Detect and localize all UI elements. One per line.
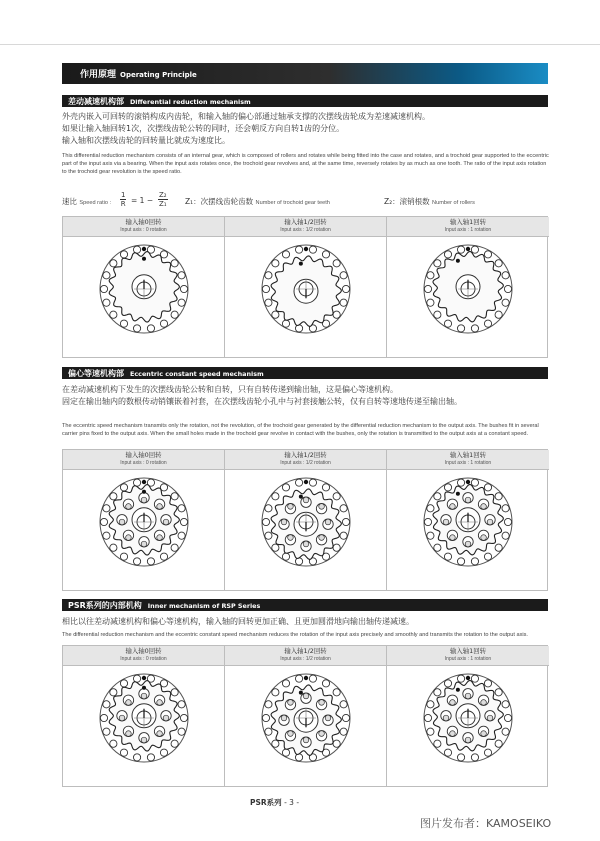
- heading-en: Eccentric constant speed mechanism: [130, 370, 264, 378]
- roller: [444, 749, 451, 756]
- roller: [502, 532, 509, 539]
- speed-ratio-formula: [62, 190, 552, 212]
- roller: [272, 260, 279, 267]
- carrier-pin: [325, 715, 331, 721]
- cell-header: 输入轴0回转 Input axis : 0 rotation: [63, 217, 224, 237]
- roller: [282, 553, 289, 560]
- roller: [495, 311, 502, 318]
- top-rule: [0, 44, 600, 45]
- carrier-pin: [303, 693, 309, 699]
- roller: [282, 680, 289, 687]
- roller: [272, 689, 279, 696]
- diagram-cell: [225, 217, 387, 357]
- diagram-cell: [63, 450, 225, 590]
- roller: [457, 479, 464, 486]
- fraction-z2-over-z1: $\frac{\text{Z₂}}{\text{Z₁}}$: [159, 191, 167, 208]
- fraction-1-over-r: $\frac{1}{R}$: [120, 191, 126, 208]
- heading-cn: PSR系列的内部机构: [68, 601, 142, 610]
- page-footer: [250, 797, 299, 808]
- roller: [100, 285, 107, 292]
- carrier-pin: [157, 700, 163, 706]
- roller: [133, 246, 140, 253]
- roller: [295, 558, 302, 565]
- gear-marker-dot: [299, 691, 303, 695]
- roller: [434, 311, 441, 318]
- formula-eq: = 1 −: [131, 196, 154, 205]
- z2-definition: Z₂：滚销根数 Number of rollers: [384, 197, 475, 206]
- carrier-pin: [163, 715, 169, 721]
- roller: [100, 714, 107, 721]
- paragraph-en: This differential reduction mechanism consists of an internal gear, which is composed of rollers and rotates while being fitted into the case and rotates, and a trochoid gear supported to the eccentric part of the input axis via a bearing. When the input axis rotates once, the trochoid gear revolves and, at the same time, reversely rotates by as much as one tooth. The ratio of the input axis rotation to the trochoid gear revolution is the speed ratio.: [62, 153, 549, 176]
- roller: [103, 299, 110, 306]
- banner-title-en: Operating Principle: [120, 71, 197, 79]
- roller: [110, 493, 117, 500]
- roller: [295, 754, 302, 761]
- roller: [110, 689, 117, 696]
- paragraph-cn-line: 输入轴和次摆线齿轮的回转量比就成为速度比。: [62, 136, 230, 145]
- carrier-pin: [319, 731, 325, 737]
- footer-page-number: - 3 -: [284, 798, 300, 807]
- publisher-watermark: 图片发布者：KAMOSEIKO: [420, 817, 552, 830]
- roller: [160, 553, 167, 560]
- roller: [434, 689, 441, 696]
- roller: [340, 272, 347, 279]
- roller: [110, 544, 117, 551]
- carrier-pin: [481, 504, 487, 510]
- diagram-row-differential: [62, 216, 548, 358]
- roller: [262, 714, 269, 721]
- roller: [265, 505, 272, 512]
- roller: [444, 320, 451, 327]
- diagram-cell: [387, 217, 549, 357]
- roller: [322, 484, 329, 491]
- roller: [103, 701, 110, 708]
- roller-marker-dot: [142, 247, 146, 251]
- carrier-pin: [141, 497, 147, 503]
- differential-gear-diagram: [258, 241, 354, 337]
- cell-header: 输入轴1/2回转 Input axis : 1/2 rotation: [225, 217, 386, 237]
- carrier-pin: [126, 700, 132, 706]
- roller: [180, 518, 187, 525]
- carrier-pin: [126, 535, 132, 541]
- paragraph-en: The differential reduction mechanism and the eccentric constant speed mechanism reduces the rotation of the input axis precisely and smoothly and transmits the rotation to the output axis.: [62, 632, 528, 638]
- carrier-pin: [126, 504, 132, 510]
- differential-gear-diagram: [96, 241, 192, 337]
- roller: [342, 285, 349, 292]
- carrier-pin: [487, 715, 493, 721]
- roller: [495, 493, 502, 500]
- carrier-pin: [481, 535, 487, 541]
- roller: [444, 484, 451, 491]
- carrier-pin: [281, 715, 287, 721]
- roller: [484, 680, 491, 687]
- carrier-pin: [288, 731, 294, 737]
- gear-marker-dot: [299, 495, 303, 499]
- roller: [333, 740, 340, 747]
- roller: [309, 479, 316, 486]
- roller: [133, 675, 140, 682]
- roller: [333, 311, 340, 318]
- roller: [424, 285, 431, 292]
- roller: [272, 740, 279, 747]
- gear-marker-dot: [142, 257, 146, 261]
- cell-header: 输入轴1/2回转 Input axis : 1/2 rotation: [225, 450, 386, 470]
- roller: [171, 493, 178, 500]
- roller: [333, 689, 340, 696]
- eccentric-mechanism-diagram: [258, 474, 354, 570]
- roller: [322, 251, 329, 258]
- roller: [434, 260, 441, 267]
- roller: [120, 484, 127, 491]
- roller: [484, 553, 491, 560]
- roller: [322, 680, 329, 687]
- paragraph-en: The eccentric speed mechanism transmits only the rotation, not the revolution, of the trochoid gear generated by the differential reduction mechanism to the output axis. The bushes fit in several carrier pins fixed to the output axis. When the small holes made in the trochoid gear revolve in contact with the bushes, only the rotation is transmitted to the output axis at a constant speed.: [62, 423, 539, 438]
- section-heading-differential: [62, 95, 548, 107]
- carrier-pin: [303, 737, 309, 743]
- roller: [100, 518, 107, 525]
- eccentric-mechanism-diagram: [96, 474, 192, 570]
- carrier-pin: [163, 519, 169, 525]
- roller: [502, 299, 509, 306]
- roller-marker-dot: [466, 480, 470, 484]
- roller: [171, 689, 178, 696]
- cell-header: 输入轴1回转 Input axis : 1 rotation: [387, 450, 549, 470]
- eccentric-mechanism-diagram: [420, 474, 516, 570]
- roller: [427, 728, 434, 735]
- roller: [333, 260, 340, 267]
- roller: [180, 285, 187, 292]
- carrier-pin: [325, 519, 331, 525]
- roller: [120, 680, 127, 687]
- roller: [484, 251, 491, 258]
- carrier-pin: [465, 737, 471, 743]
- carrier-pin: [119, 519, 125, 525]
- roller: [133, 479, 140, 486]
- roller: [265, 299, 272, 306]
- roller: [502, 272, 509, 279]
- carrier-pin: [319, 504, 325, 510]
- differential-gear-diagram: [420, 241, 516, 337]
- heading-cn: 差动减速机构部: [68, 97, 124, 106]
- roller: [178, 299, 185, 306]
- carrier-pin: [141, 541, 147, 547]
- carrier-pin: [141, 693, 147, 699]
- roller: [295, 675, 302, 682]
- roller: [282, 484, 289, 491]
- roller: [309, 246, 316, 253]
- roller: [424, 518, 431, 525]
- roller-marker-dot: [304, 480, 308, 484]
- gear-marker-dot: [456, 492, 460, 496]
- carrier-pin: [465, 693, 471, 699]
- roller: [484, 320, 491, 327]
- roller: [434, 740, 441, 747]
- carrier-pin: [141, 737, 147, 743]
- cell-header: 输入轴1回转 Input axis : 1 rotation: [387, 646, 549, 666]
- carrier-pin: [450, 504, 456, 510]
- gear-marker-dot: [456, 688, 460, 692]
- gear-marker-dot: [142, 490, 146, 494]
- roller: [457, 675, 464, 682]
- carrier-pin: [288, 700, 294, 706]
- roller: [502, 728, 509, 735]
- roller: [110, 311, 117, 318]
- roller: [340, 728, 347, 735]
- roller: [333, 544, 340, 551]
- heading-en: Differential reduction mechanism: [130, 98, 251, 106]
- roller: [434, 544, 441, 551]
- roller: [262, 518, 269, 525]
- roller: [502, 505, 509, 512]
- diagram-cell: [63, 646, 225, 786]
- gear-marker-dot: [456, 259, 460, 263]
- roller: [333, 493, 340, 500]
- roller: [427, 701, 434, 708]
- roller: [103, 505, 110, 512]
- roller-marker-dot: [466, 247, 470, 251]
- roller: [120, 553, 127, 560]
- carrier-pin: [450, 535, 456, 541]
- carrier-pin: [481, 700, 487, 706]
- roller-marker-dot: [142, 676, 146, 680]
- roller: [160, 320, 167, 327]
- heading-en: Inner mechanism of RSP Series: [147, 602, 261, 610]
- roller: [110, 260, 117, 267]
- paragraph-cn-line: 外壳内嵌入可回转的滚销构成内齿轮，和输入轴的偏心部通过轴承支撑的次摆线齿轮成为差速减速机构。: [62, 112, 430, 121]
- carrier-pin: [303, 497, 309, 503]
- roller: [295, 479, 302, 486]
- roller: [272, 311, 279, 318]
- roller: [502, 701, 509, 708]
- roller: [272, 544, 279, 551]
- roller-marker-dot: [304, 247, 308, 251]
- cell-header: 输入轴1/2回转 Input axis : 1/2 rotation: [225, 646, 386, 666]
- roller: [427, 299, 434, 306]
- gear-marker-dot: [299, 262, 303, 266]
- formula-label: 速比 Speed ratio :: [62, 197, 112, 206]
- cell-header: 输入轴1回转 Input axis : 1 rotation: [387, 217, 549, 237]
- heading-cn: 偏心等速机构部: [68, 369, 124, 378]
- diagram-cell: [225, 450, 387, 590]
- roller: [178, 505, 185, 512]
- roller: [103, 532, 110, 539]
- roller: [180, 714, 187, 721]
- roller: [147, 754, 154, 761]
- roller: [471, 675, 478, 682]
- banner-title-cn: 作用原理: [80, 70, 117, 80]
- paragraph-cn-line: 固定在输出轴内的数根传动销镶嵌着衬套，在次摆线齿轮小孔中与衬套接触公转，仅有自转等速地传递至输出轴。: [62, 397, 462, 406]
- roller: [147, 558, 154, 565]
- z1-definition: Z₁：次摆线齿轮齿数 Number of trochoid gear teeth: [185, 197, 330, 206]
- roller: [427, 272, 434, 279]
- cell-header: 输入轴0回转 Input axis : 0 rotation: [63, 646, 224, 666]
- roller: [295, 246, 302, 253]
- roller: [504, 285, 511, 292]
- paragraph-cn-line: 如果让输入轴回转1次，次摆线齿轮公转的同时，还会朝反方向自转1齿的分位。: [62, 124, 345, 133]
- roller: [342, 518, 349, 525]
- carrier-pin: [157, 504, 163, 510]
- roller: [471, 479, 478, 486]
- roller: [484, 484, 491, 491]
- roller: [265, 272, 272, 279]
- carrier-pin: [281, 519, 287, 525]
- roller: [504, 714, 511, 721]
- roller-marker-dot: [304, 676, 308, 680]
- roller: [171, 544, 178, 551]
- roller: [262, 285, 269, 292]
- section-heading-inner: [62, 599, 548, 611]
- carrier-pin: [443, 519, 449, 525]
- paragraph-cn-line: 在差动减速机构下发生的次摆线齿轮公转和自转，只有自转传递到输出轴，这是偏心等速机构。: [62, 385, 398, 394]
- roller: [282, 320, 289, 327]
- roller: [342, 714, 349, 721]
- roller: [282, 251, 289, 258]
- roller: [457, 246, 464, 253]
- inner-mechanism-diagram: [96, 670, 192, 766]
- roller: [309, 675, 316, 682]
- roller: [495, 260, 502, 267]
- cell-header: 输入轴0回转 Input axis : 0 rotation: [63, 450, 224, 470]
- inner-mechanism-diagram: [258, 670, 354, 766]
- carrier-pin: [288, 504, 294, 510]
- roller: [133, 754, 140, 761]
- roller: [133, 325, 140, 332]
- carrier-pin: [119, 715, 125, 721]
- carrier-pin: [487, 519, 493, 525]
- roller: [133, 558, 140, 565]
- diagram-cell: [63, 217, 225, 357]
- roller: [160, 749, 167, 756]
- carrier-pin: [303, 541, 309, 547]
- carrier-pin: [319, 700, 325, 706]
- roller: [178, 532, 185, 539]
- roller: [444, 251, 451, 258]
- roller: [471, 754, 478, 761]
- roller: [282, 749, 289, 756]
- diagram-cell: [225, 646, 387, 786]
- roller: [427, 532, 434, 539]
- carrier-pin: [465, 541, 471, 547]
- roller: [471, 325, 478, 332]
- roller: [171, 311, 178, 318]
- roller: [103, 728, 110, 735]
- roller: [147, 325, 154, 332]
- roller: [457, 754, 464, 761]
- section-banner: [62, 63, 548, 84]
- carrier-pin: [465, 497, 471, 503]
- carrier-pin: [319, 535, 325, 541]
- roller: [110, 740, 117, 747]
- inner-mechanism-diagram: [420, 670, 516, 766]
- diagram-row-eccentric: [62, 449, 548, 591]
- carrier-pin: [450, 700, 456, 706]
- diagram-cell: [387, 646, 549, 786]
- roller: [504, 518, 511, 525]
- paragraph-cn-line: 相比以往差动减速机构和偏心等速机构，输入轴的回转更加正确、且更加圆滑地向输出轴传递减速。: [62, 617, 414, 626]
- roller: [178, 728, 185, 735]
- roller: [178, 701, 185, 708]
- roller: [424, 714, 431, 721]
- roller: [471, 246, 478, 253]
- roller: [171, 260, 178, 267]
- roller: [484, 749, 491, 756]
- roller: [495, 544, 502, 551]
- carrier-pin: [126, 731, 132, 737]
- roller: [178, 272, 185, 279]
- section-heading-eccentric: [62, 367, 548, 379]
- roller: [265, 701, 272, 708]
- diagram-cell: [387, 450, 549, 590]
- roller: [272, 493, 279, 500]
- roller: [120, 320, 127, 327]
- carrier-pin: [157, 731, 163, 737]
- banner-title: [80, 67, 197, 80]
- gear-marker-dot: [142, 686, 146, 690]
- roller: [444, 553, 451, 560]
- roller: [340, 505, 347, 512]
- diagram-row-inner: [62, 645, 548, 787]
- roller: [295, 325, 302, 332]
- roller: [171, 740, 178, 747]
- roller: [265, 532, 272, 539]
- roller: [457, 325, 464, 332]
- roller: [340, 299, 347, 306]
- roller-marker-dot: [466, 676, 470, 680]
- roller: [495, 689, 502, 696]
- roller: [444, 680, 451, 687]
- roller: [103, 272, 110, 279]
- roller: [427, 505, 434, 512]
- roller: [495, 740, 502, 747]
- carrier-pin: [157, 535, 163, 541]
- roller: [120, 251, 127, 258]
- roller: [471, 558, 478, 565]
- carrier-pin: [450, 731, 456, 737]
- roller: [340, 701, 347, 708]
- roller: [434, 493, 441, 500]
- carrier-pin: [288, 535, 294, 541]
- roller: [340, 532, 347, 539]
- carrier-pin: [481, 731, 487, 737]
- roller: [457, 558, 464, 565]
- roller: [265, 728, 272, 735]
- roller: [120, 749, 127, 756]
- footer-series: PSR系列: [250, 798, 282, 807]
- roller-marker-dot: [142, 480, 146, 484]
- carrier-pin: [443, 715, 449, 721]
